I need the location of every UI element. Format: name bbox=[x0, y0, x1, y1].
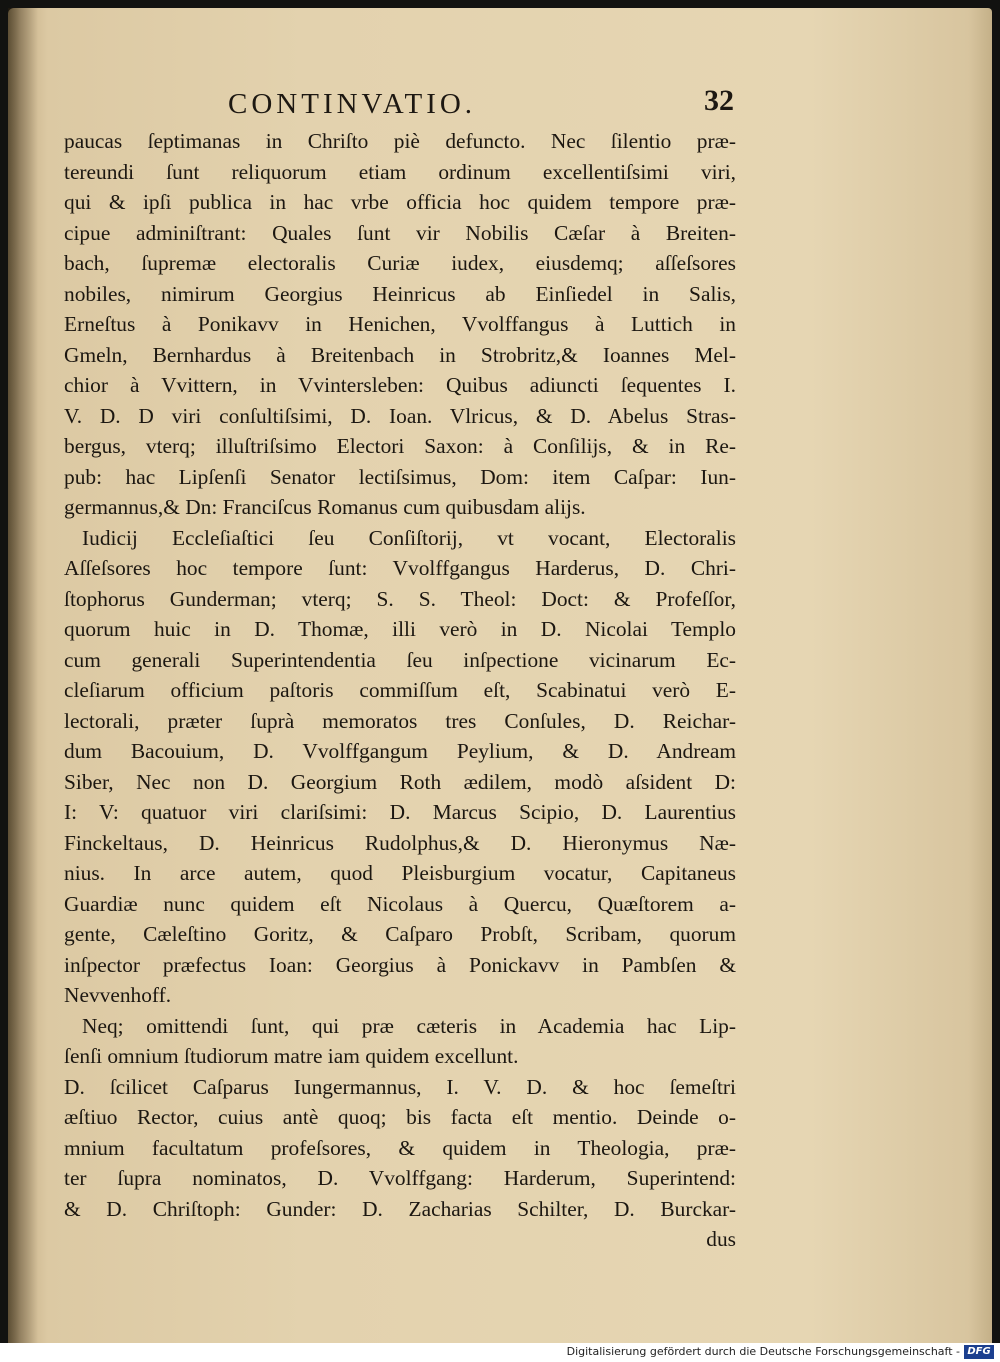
text-line: pub: hac Lipſenſi Senator lectiſsimus, Dom: item Caſpar: Iun- bbox=[64, 464, 736, 489]
text-line: cum generali Superintendentia ſeu inſpectione vicinarum Ec- bbox=[64, 647, 736, 672]
text-line: dus bbox=[706, 1227, 736, 1251]
text-line: ſenſi omnium ſtudiorum matre iam quidem excellunt. bbox=[64, 1044, 519, 1068]
text-line: germannus,& Dn: Franciſcus Romanus cum quibusdam alijs. bbox=[64, 495, 586, 519]
text-line: dum Bacouium, D. Vvolffgangum Peylium, & D. Andream bbox=[64, 739, 736, 763]
text-line: Neq; omittendi ſunt, qui præ cæteris in Academia hac Lip- bbox=[82, 1013, 736, 1038]
text-line: cleſiarum officium paſtoris commiſſum eſt, Scabinatui verò E- bbox=[64, 678, 736, 702]
text-line: chior à Vvittern, in Vvintersleben: Quibus adiuncti ſequentes I. bbox=[64, 373, 736, 397]
text-line: D. ſcilicet Caſparus Iungermannus, I. V. D. & hoc ſemeſtri bbox=[64, 1074, 736, 1099]
text-line: æſtiuo Rector, cuius antè quoq; bis facta eſt mentio. Deinde o- bbox=[64, 1105, 736, 1129]
text-line: ter ſupra nominatos, D. Vvolffgang: Harderum, Superintend: bbox=[64, 1166, 736, 1190]
running-head: CONTINVATIO. bbox=[228, 88, 477, 120]
text-line: Gmeln, Bernhardus à Breitenbach in Strobritz,& Ioannes Mel- bbox=[64, 342, 736, 367]
text-line: nobiles, nimirum Georgius Heinricus ab Einſiedel in Salis, bbox=[64, 281, 736, 306]
text-line: V. D. D viri conſultiſsimi, D. Ioan. Vlricus, & D. Abelus Stras- bbox=[64, 403, 736, 428]
text-line: Iudicij Eccleſiaſtici ſeu Conſiſtorij, vt vocant, Electoralis bbox=[82, 525, 736, 550]
text-line: Finckeltaus, D. Heinricus Rudolphus,& D. Hieronymus Næ- bbox=[64, 830, 736, 855]
text-line: cipue adminiſtrant: Quales ſunt vir Nobilis Cæſar à Breiten- bbox=[64, 220, 736, 245]
text-line: qui & ipſi publica in hac vrbe officia hoc quidem tempore præ- bbox=[64, 190, 736, 214]
text-line: Siber, Nec non D. Georgium Roth ædilem, modò aſsident D: bbox=[64, 769, 736, 794]
text-line: bergus, vterq; illuſtriſsimo Electori Saxon: à Conſilijs, & in Re- bbox=[64, 434, 736, 458]
gutter-shadow bbox=[8, 8, 38, 1343]
page-number: 32 bbox=[704, 84, 734, 117]
text-line: paucas ſeptimanas in Chriſto piè defunctο. Nec ſilentio præ- bbox=[64, 129, 736, 153]
text-line: & D. Chriſtoph: Gunder: D. Zacharias Schilter, D. Burckar- bbox=[64, 1196, 736, 1221]
text-line: Nevvenhoff. bbox=[64, 983, 172, 1007]
text-line: Guardiæ nunc quidem eſt Nicolaus à Quercu, Quæſtorem a- bbox=[64, 891, 736, 916]
text-line: Erneſtus à Ponikavv in Henichen, Vvolffangus à Luttich in bbox=[64, 312, 736, 336]
text-line: Aſſeſsores hoc tempore ſunt: Vvolffgangus Harderus, D. Chri- bbox=[64, 556, 736, 580]
text-line: quorum huic in D. Thomæ, illi verò in D. Nicolai Templo bbox=[64, 617, 736, 641]
text-line: ſtophorus Gunderman; vterq; S. S. Theol: Doct: & Profeſſor, bbox=[64, 586, 736, 611]
book-page bbox=[8, 8, 992, 1343]
text-line: I: V: quatuor viri clariſsimi: D. Marcus Scipio, D. Laurentius bbox=[64, 800, 736, 824]
text-line: tereundi ſunt reliquorum etiam ordinum excellentiſsimi viri, bbox=[64, 159, 736, 184]
footer-bar bbox=[0, 1343, 1000, 1362]
text-line: lectorali, præter ſuprà memoratos tres Conſules, D. Reichar- bbox=[64, 708, 736, 733]
text-line: bach, ſupremæ electoralis Curiæ iudex, eiusdemq; aſſeſsores bbox=[64, 251, 736, 275]
dfg-logo-icon: DFG bbox=[964, 1345, 994, 1359]
text-line: gente, Cæleſtino Goritz, & Caſparo Probſt, Scribam, quorum bbox=[64, 922, 736, 946]
text-line: nius. In arce autem, quod Pleisburgium vocatur, Capitaneus bbox=[64, 861, 736, 885]
text-line: mnium facultatum profeſsores, & quidem in Theologia, præ- bbox=[64, 1135, 736, 1160]
body-text bbox=[64, 126, 736, 1255]
text-line: inſpector præfectus Ioan: Georgius à Ponickavv in Pambſen & bbox=[64, 952, 736, 977]
footer-credit: Digitalisierung gefördert durch die Deutsche Forschungsgemeinschaft - bbox=[566, 1345, 960, 1358]
